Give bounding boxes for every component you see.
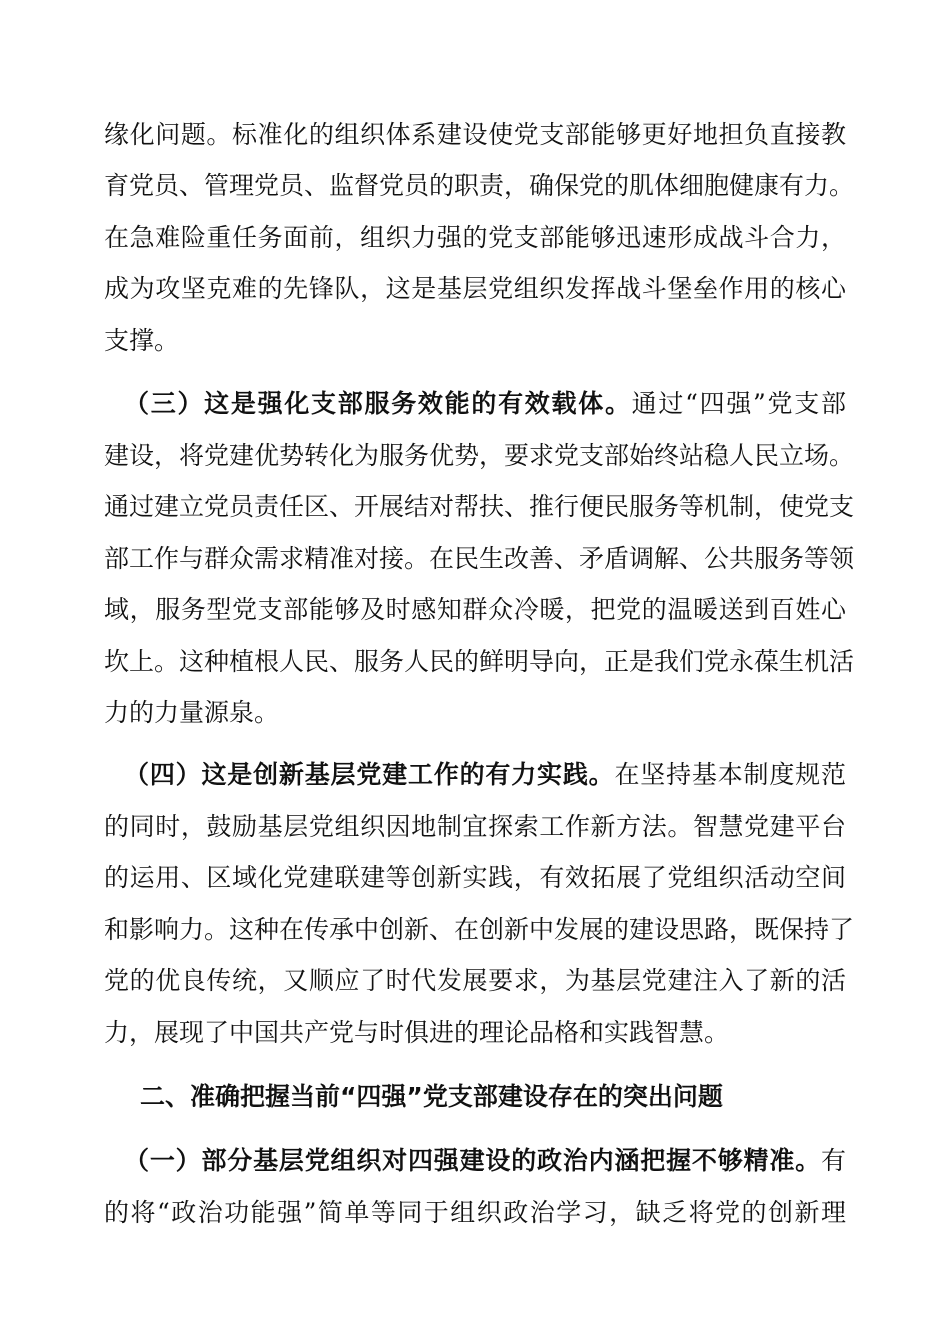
paragraph-2-1-first-line [124,1141,846,1181]
paragraph-3-first-line [124,384,846,424]
text-line: 支撑。 [104,326,180,355]
text-line: 缘化问题。标准化的组织体系建设使党支部能够更好地担负直接教 [104,120,846,149]
text-line: 的将“政治功能强”简单等同于组织政治学习，缺乏将党的创新理 [104,1198,846,1227]
text-line: 党的优良传统，又顺应了时代发展要求，为基层党建注入了新的活 [104,966,846,995]
text-line: 的运用、区域化党建联建等创新实践，有效拓展了党组织活动空间 [104,863,846,892]
paragraph-4-lead: （四）这是创新基层党建工作的有力实践。 [124,760,615,789]
text-line: 和影响力。这种在传承中创新、在创新中发展的建设思路，既保持了 [104,915,855,944]
text-line: 坎上。这种植根人民、服务人民的鲜明导向，正是我们党永葆生机活 [104,647,855,676]
text-line: 的同时，鼓励基层党组织因地制宜探索工作新方法。智慧党建平台 [104,812,846,841]
text-line: 育党员、管理党员、监督党员的职责，确保党的肌体细胞健康有力。 [104,171,855,200]
paragraph-3-lead: （三）这是强化支部服务效能的有效载体。 [124,389,632,418]
text-line: 力的力量源泉。 [104,698,280,727]
text-line: 部工作与群众需求精准对接。在民生改善、矛盾调解、公共服务等领 [104,544,855,573]
paragraph-4-first-line [124,755,846,795]
text-line: 域，服务型党支部能够及时感知群众冷暖，把党的温暖送到百姓心 [104,595,846,624]
text-line: 建设，将党建优势转化为服务优势，要求党支部始终站稳人民立场。 [104,441,855,470]
paragraph-3-first-rest: 通过“四强”党支部 [631,389,846,418]
text-line: 通过建立党员责任区、开展结对帮扶、推行便民服务等机制，使党支 [104,492,855,521]
text-line: 成为攻坚克难的先锋队，这是基层党组织发挥战斗堡垒作用的核心 [104,274,846,303]
section-heading: 二、准确把握当前“四强”党支部建设存在的突出问题 [140,1082,723,1111]
text-line: 力，展现了中国共产党与时俱进的理论品格和实践智慧。 [104,1018,730,1047]
paragraph-2-1-lead: （一）部分基层党组织对四强建设的政治内涵把握不够精准。 [124,1146,821,1175]
text-line: 在急难险重任务面前，组织力强的党支部能够迅速形成战斗合力， [104,223,846,252]
paragraph-4-first-rest: 在坚持基本制度规范 [614,760,846,789]
paragraph-2-1-first-rest: 有 [820,1146,846,1175]
